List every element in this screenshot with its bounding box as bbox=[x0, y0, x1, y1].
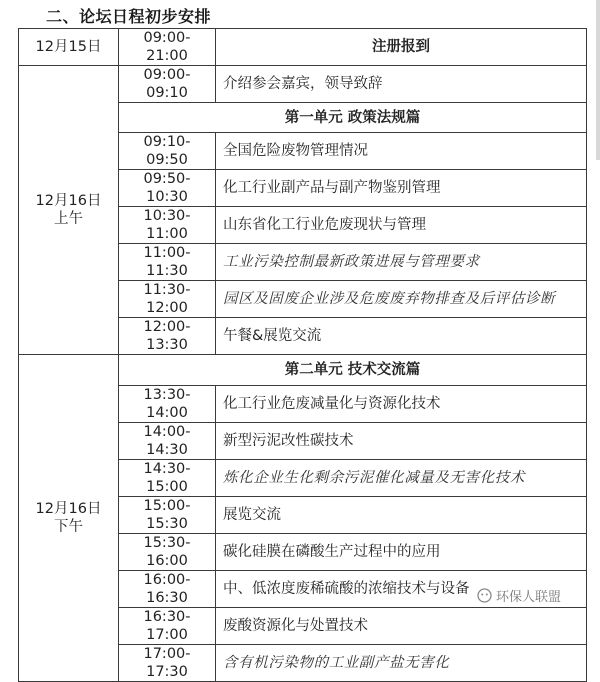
item-cell: 含有机污染物的工业副产盐无害化 bbox=[216, 644, 587, 681]
item-cell: 炼化企业生化剩余污泥催化减量及无害化技术 bbox=[216, 459, 587, 496]
time-cell: 16:30-17:00 bbox=[119, 607, 216, 644]
date-cell bbox=[19, 355, 119, 681]
schedule-table bbox=[18, 28, 587, 682]
section-title: 第二单元 技术交流篇 bbox=[119, 355, 587, 385]
item-cell: 注册报到 bbox=[216, 29, 587, 66]
item-cell: 中、低浓度废稀硫酸的浓缩技术与设备 bbox=[216, 570, 587, 607]
period-text: 上午 bbox=[54, 211, 83, 228]
item-cell: 山东省化工行业危废现状与管理 bbox=[216, 207, 587, 244]
time-cell: 15:30-16:00 bbox=[119, 533, 216, 570]
time-cell: 09:00-21:00 bbox=[119, 29, 216, 66]
time-cell: 11:30-12:00 bbox=[119, 281, 216, 318]
date-text: 12月15日 bbox=[35, 39, 102, 55]
item-cell: 化工行业副产品与副产物鉴别管理 bbox=[216, 170, 587, 207]
table-row bbox=[19, 29, 587, 66]
time-cell: 14:30-15:00 bbox=[119, 459, 216, 496]
time-cell: 09:50-10:30 bbox=[119, 170, 216, 207]
item-cell: 工业污染控制最新政策进展与管理要求 bbox=[216, 244, 587, 281]
item-cell: 园区及固废企业涉及危废废弃物排查及后评估诊断 bbox=[216, 281, 587, 318]
time-cell: 09:00-09:10 bbox=[119, 66, 216, 103]
item-cell: 废酸资源化与处置技术 bbox=[216, 607, 587, 644]
watermark-text: 环保人联盟 bbox=[496, 590, 562, 605]
scrollbar[interactable] bbox=[596, 0, 600, 160]
item-cell: 介绍参会嘉宾，领导致辞 bbox=[216, 66, 587, 103]
time-cell: 09:10-09:50 bbox=[119, 133, 216, 170]
time-cell: 14:00-14:30 bbox=[119, 422, 216, 459]
table-row bbox=[19, 66, 587, 103]
date-cell bbox=[19, 66, 119, 355]
item-cell: 午餐&展览交流 bbox=[216, 318, 587, 355]
section-title: 第一单元 政策法规篇 bbox=[119, 103, 587, 133]
item-cell: 全国危险废物管理情况 bbox=[216, 133, 587, 170]
time-cell: 17:00-17:30 bbox=[119, 644, 216, 681]
date-cell bbox=[19, 29, 119, 66]
date-text: 12月16日 bbox=[35, 501, 102, 518]
item-cell: 展览交流 bbox=[216, 496, 587, 533]
table-row bbox=[19, 355, 587, 385]
time-cell: 16:00-16:30 bbox=[119, 570, 216, 607]
time-cell: 10:30-11:00 bbox=[119, 207, 216, 244]
wechat-logo-icon bbox=[477, 588, 492, 603]
time-cell: 15:00-15:30 bbox=[119, 496, 216, 533]
item-cell: 新型污泥改性碳技术 bbox=[216, 422, 587, 459]
time-cell: 11:00-11:30 bbox=[119, 244, 216, 281]
section-heading: 二、论坛日程初步安排 bbox=[46, 7, 212, 26]
item-cell: 碳化硅膜在磷酸生产过程中的应用 bbox=[216, 533, 587, 570]
watermark bbox=[474, 585, 564, 606]
time-cell: 13:30-14:00 bbox=[119, 385, 216, 422]
date-text: 12月16日 bbox=[35, 193, 102, 210]
period-text: 下午 bbox=[54, 519, 83, 536]
time-cell: 12:00-13:30 bbox=[119, 318, 216, 355]
item-cell: 化工行业危废减量化与资源化技术 bbox=[216, 385, 587, 422]
